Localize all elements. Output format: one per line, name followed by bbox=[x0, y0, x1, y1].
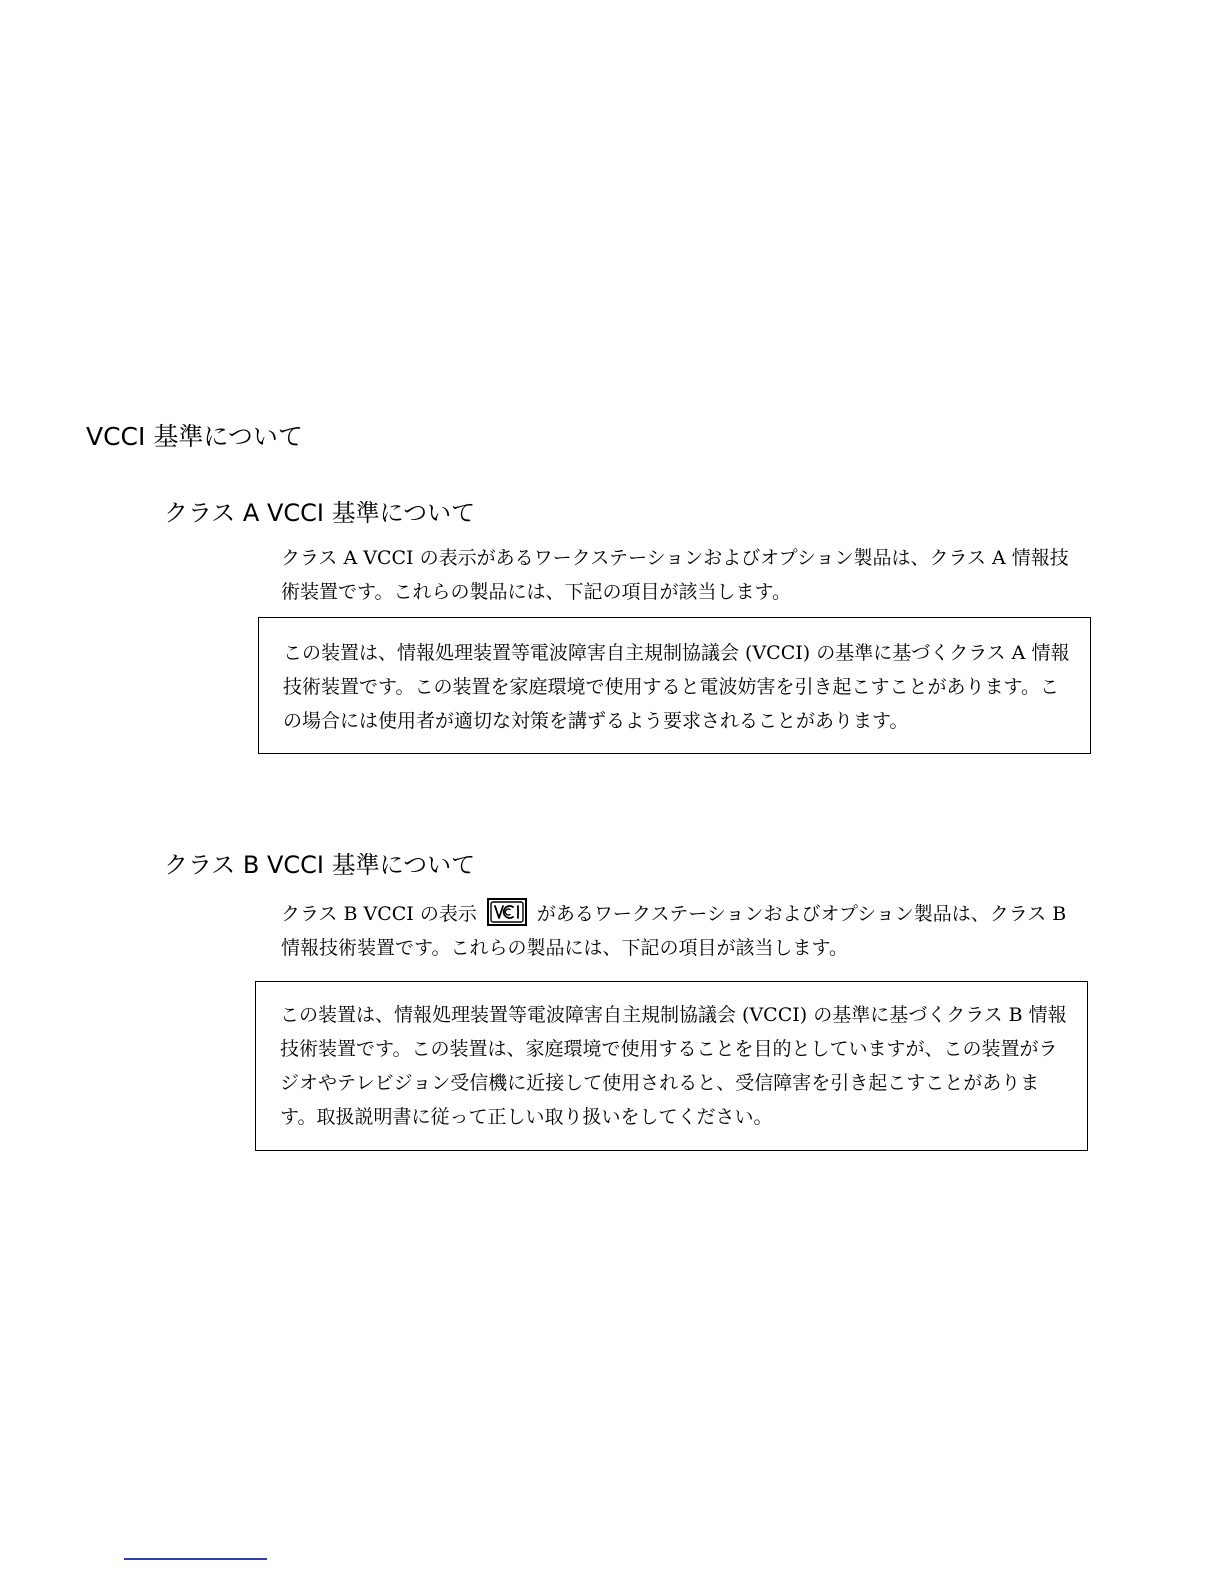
class-a-heading: クラス A VCCI 基準について bbox=[164, 499, 476, 527]
class-a-intro: クラス A VCCI の表示があるワークステーションおよびオプション製品は、クラス A 情報技術装置です。これらの製品には、下記の項目が該当します。 bbox=[281, 547, 1069, 603]
class-b-intro bbox=[281, 897, 1081, 965]
class-b-intro-end: があるワークステーションおよびオプション製品は、クラス B 情報技術装置です。これらの製品には、下記の項目が該当します。 bbox=[281, 903, 1067, 959]
class-a-notice-box bbox=[258, 617, 1091, 754]
vcci-mark-icon bbox=[487, 898, 527, 926]
footer-rule bbox=[124, 1558, 267, 1560]
class-b-heading: クラス B VCCI 基準について bbox=[164, 851, 476, 879]
class-b-intro-start: クラス B VCCI の表示 bbox=[281, 903, 477, 925]
page-title: VCCI 基準について bbox=[86, 422, 303, 451]
class-a-notice-text: この装置は、情報処理装置等電波障害自主規制協議会 (VCCI) の基準に基づくクラス A 情報技術装置です。この装置を家庭環境で使用すると電波妨害を引き起こすことがあります。この場合には使用者が適切な対策を講ずるよう要求されることがあります。 bbox=[283, 642, 1070, 732]
class-b-notice-box bbox=[255, 981, 1088, 1151]
class-b-notice-text: この装置は、情報処理装置等電波障害自主規制協議会 (VCCI) の基準に基づくクラス B 情報技術装置です。この装置は、家庭環境で使用することを目的としていますが、この装置がラジオやテレビジョン受信機に近接して使用されると、受信障害を引き起こすことがあります。取扱説明書に従って正しい取り扱いをしてください。 bbox=[280, 1004, 1067, 1128]
